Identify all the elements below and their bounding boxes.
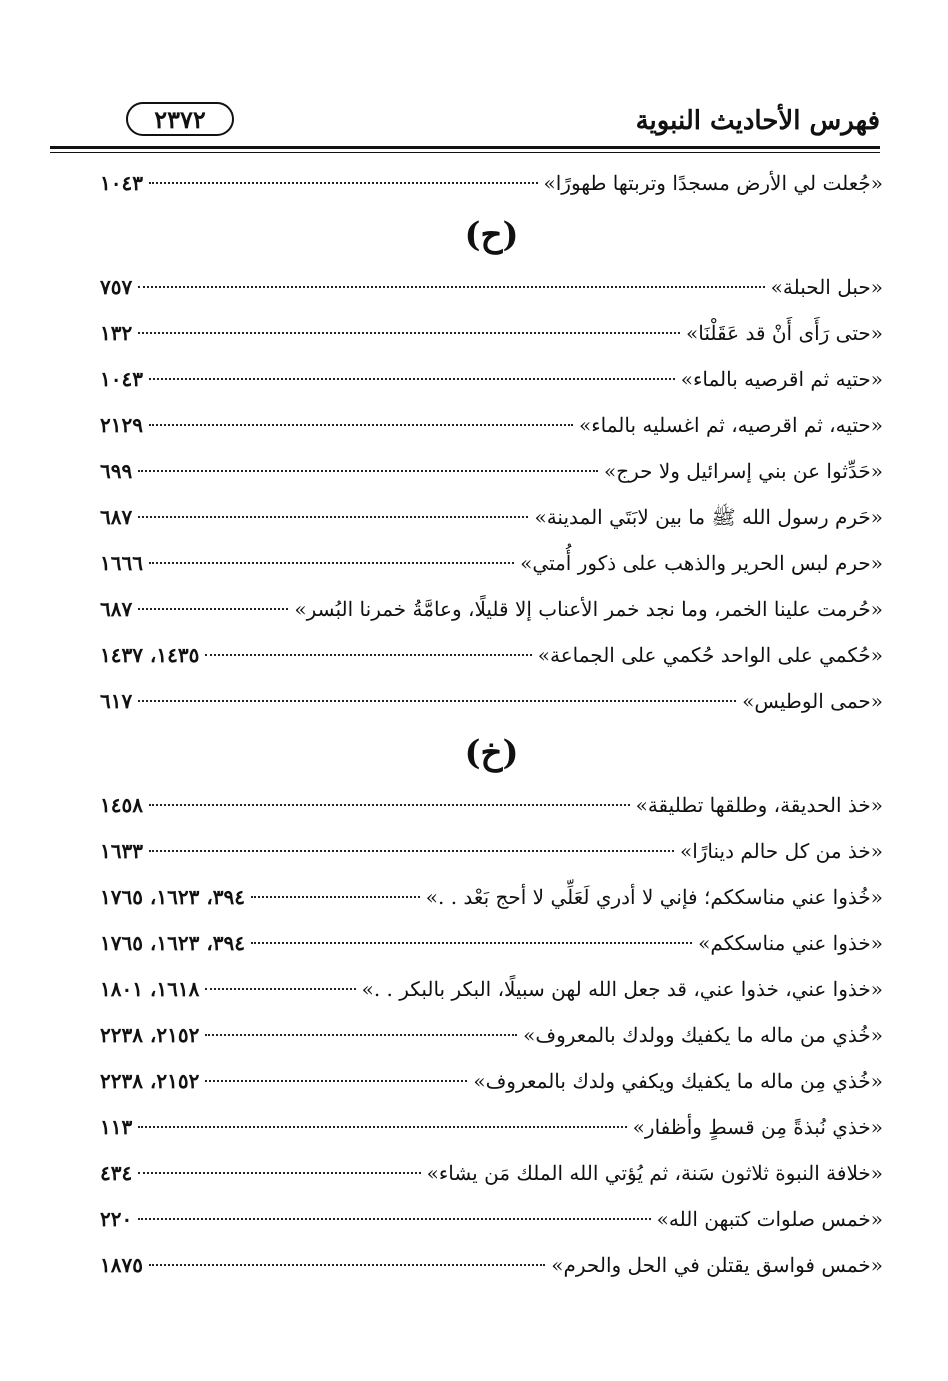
page-number: ٢٣٧٢ <box>126 102 234 136</box>
index-entry <box>100 1242 883 1288</box>
hadith-reference-numbers: ١٨٧٥ <box>100 1253 143 1277</box>
hadith-reference-numbers: ٢١٢٩ <box>100 413 143 437</box>
hadith-reference-numbers: ١٤٣٥، ١٤٣٧ <box>100 643 200 667</box>
hadith-reference-numbers: ١١٣ <box>100 1115 133 1139</box>
hadith-reference-numbers: ٦٨٧ <box>100 597 133 621</box>
dot-leader <box>149 182 538 184</box>
dot-leader <box>138 286 764 288</box>
page-header <box>50 92 880 148</box>
index-entry <box>100 1104 883 1150</box>
hadith-text: «خمس فواسق يقتلن في الحل والحرم» <box>551 1253 883 1277</box>
index-entry <box>100 1196 883 1242</box>
hadith-reference-numbers: ٦١٧ <box>100 689 133 713</box>
index-entry <box>100 632 883 678</box>
hadith-reference-numbers: ٤٣٤ <box>100 1161 133 1185</box>
hadith-text: «خذي نُبذةً مِن قسطٍ وأظفار» <box>632 1115 883 1139</box>
hadith-reference-numbers: ١٠٤٣ <box>100 171 143 195</box>
dot-leader <box>149 850 674 852</box>
dot-leader <box>149 1264 545 1266</box>
hadith-reference-numbers: ١٣٢ <box>100 321 133 345</box>
section-letter-heading: (ح) <box>464 215 519 255</box>
index-entry <box>100 1012 883 1058</box>
hadith-text: «خُذي من ماله ما يكفيك وولدك بالمعروف» <box>523 1023 883 1047</box>
dot-leader <box>149 424 573 426</box>
index-entry <box>100 264 883 310</box>
index-entry <box>100 1150 883 1196</box>
hadith-text: «خذوا عني مناسككم» <box>698 931 883 955</box>
hadith-reference-numbers: ١٠٤٣ <box>100 367 143 391</box>
index-entry <box>100 782 883 828</box>
hadith-text: «خذوا عني، خذوا عني، قد جعل الله لهن سبيلًا، البكر بالبكر . .» <box>361 977 883 1001</box>
hadith-text: «حبل الحبلة» <box>770 275 883 299</box>
hadith-text: «خذ من كل حالم دينارًا» <box>679 839 883 863</box>
dot-leader <box>138 516 528 518</box>
hadith-text: «حرم لبس الحرير والذهب على ذكور أُمتي» <box>520 551 883 575</box>
hadith-text: «خذ الحديقة، وطلقها تطليقة» <box>635 793 883 817</box>
section-letter-heading: (خ) <box>464 733 519 773</box>
hadith-text: «حمى الوطيس» <box>742 689 883 713</box>
hadith-reference-numbers: ١٤٥٨ <box>100 793 143 817</box>
hadith-reference-numbers: ٢١٥٢، ٢٢٣٨ <box>100 1023 200 1047</box>
hadith-text: «حَرم رسول الله ﷺ ما بين لابَتَي المدينة» <box>534 505 883 529</box>
index-list <box>100 160 883 1288</box>
dot-leader <box>138 1172 420 1174</box>
index-entry <box>100 1058 883 1104</box>
dot-leader <box>205 1034 517 1036</box>
index-entry <box>100 678 883 724</box>
dot-leader <box>138 608 288 610</box>
hadith-text: «خُذي مِن ماله ما يكفيك ويكفي ولدك بالمعروف» <box>473 1069 883 1093</box>
hadith-text: «حَدِّثوا عن بني إسرائيل ولا حرج» <box>603 459 883 483</box>
dot-leader <box>149 562 514 564</box>
dot-leader <box>205 654 531 656</box>
dot-leader <box>251 942 692 944</box>
index-entry <box>100 356 883 402</box>
hadith-text: «حتيه ثم اقرصيه بالماء» <box>680 367 883 391</box>
index-entry <box>100 310 883 356</box>
dot-leader <box>251 896 420 898</box>
hadith-text: «خمس صلوات كتبهن الله» <box>656 1207 883 1231</box>
index-entry <box>100 586 883 632</box>
hadith-text: «حُرمت علينا الخمر، وما نجد خمر الأعناب إلا قليلًا، وعامَّةُ خمرنا البُسر» <box>294 597 883 621</box>
dot-leader <box>149 804 630 806</box>
hadith-reference-numbers: ٦٨٧ <box>100 505 133 529</box>
dot-leader <box>138 470 598 472</box>
header-rule-thin <box>50 152 880 153</box>
page-title: فهرس الأحاديث النبوية <box>635 106 880 136</box>
hadith-reference-numbers: ٣٩٤، ١٦٢٣، ١٧٦٥ <box>100 885 246 909</box>
hadith-reference-numbers: ٣٩٤، ١٦٢٣، ١٧٦٥ <box>100 931 246 955</box>
dot-leader <box>205 1080 467 1082</box>
index-entry <box>100 920 883 966</box>
hadith-text: «جُعلت لي الأرض مسجدًا وتربتها طهورًا» <box>543 171 883 195</box>
index-entry <box>100 494 883 540</box>
index-entry <box>100 402 883 448</box>
index-entry <box>100 966 883 1012</box>
dot-leader <box>138 332 680 334</box>
dot-leader <box>138 1218 650 1220</box>
hadith-reference-numbers: ١٦١٨، ١٨٠١ <box>100 977 200 1001</box>
index-entry <box>100 540 883 586</box>
hadith-reference-numbers: ٢٢٠ <box>100 1207 133 1231</box>
dot-leader <box>138 700 736 702</box>
hadith-reference-numbers: ٦٩٩ <box>100 459 133 483</box>
index-entry <box>100 448 883 494</box>
dot-leader <box>138 1126 626 1128</box>
hadith-reference-numbers: ٧٥٧ <box>100 275 133 299</box>
hadith-reference-numbers: ١٦٦٦ <box>100 551 143 575</box>
hadith-reference-numbers: ٢١٥٢، ٢٢٣٨ <box>100 1069 200 1093</box>
hadith-text: «حتيه، ثم اقرصيه، ثم اغسليه بالماء» <box>578 413 883 437</box>
hadith-text: «حتى رَأَى أَنْ قد عَقَلْنَا» <box>686 321 883 345</box>
hadith-reference-numbers: ١٦٣٣ <box>100 839 143 863</box>
dot-leader <box>205 988 355 990</box>
index-entry <box>100 828 883 874</box>
index-entry <box>100 160 883 206</box>
header-rule-thick <box>50 146 880 149</box>
hadith-text: «حُكمي على الواحد حُكمي على الجماعة» <box>537 643 883 667</box>
dot-leader <box>149 378 675 380</box>
hadith-text: «خُذوا عني مناسككم؛ فإني لا أدري لَعَلِّي لا أحج بَعْد . .» <box>425 885 883 909</box>
index-entry <box>100 874 883 920</box>
hadith-text: «خلافة النبوة ثلاثون سَنة، ثم يُؤتي الله الملك مَن يشاء» <box>426 1161 883 1185</box>
